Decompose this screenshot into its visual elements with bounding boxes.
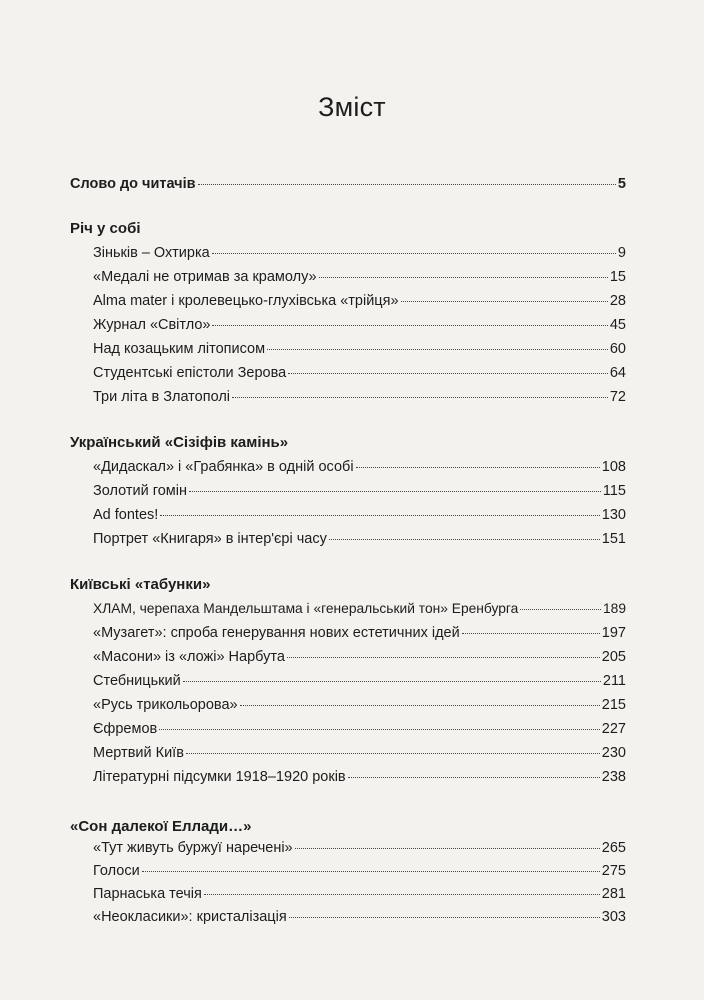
toc-entry-label: «Медалі не отримав за крамолу» <box>93 269 317 285</box>
toc-entry-label: Журнал «Світло» <box>93 317 211 333</box>
dot-leader <box>240 704 600 706</box>
dot-leader <box>348 776 600 778</box>
toc-entry[interactable] <box>93 388 626 406</box>
toc-entry-label: Єфремов <box>93 721 158 737</box>
toc-entry-label: Три літа в Златополі <box>93 389 231 405</box>
toc-entry-page: 15 <box>609 269 626 285</box>
toc-entry-page: 197 <box>601 625 626 641</box>
toc-entry[interactable] <box>93 648 626 666</box>
toc-entry-page: 115 <box>602 483 626 499</box>
toc-entry[interactable] <box>93 600 626 618</box>
toc-entry-page: 108 <box>601 459 626 475</box>
toc-entry-label: Голоси <box>93 863 140 879</box>
toc-entry[interactable] <box>93 908 626 926</box>
toc-entry[interactable] <box>93 744 626 762</box>
toc-entry-label: Студентські епістоли Зерова <box>93 365 287 381</box>
dot-leader <box>212 252 616 254</box>
toc-entry[interactable] <box>93 530 626 548</box>
toc-entry-page: 227 <box>601 721 626 737</box>
toc-entry-page: 130 <box>601 507 626 523</box>
dot-leader <box>319 276 608 278</box>
toc-entry[interactable] <box>93 862 626 880</box>
toc-entry-label: Слово до читачів <box>70 176 196 192</box>
toc-entry[interactable] <box>93 292 626 310</box>
toc-entry[interactable] <box>93 839 626 857</box>
toc-entry-page: 5 <box>617 176 626 192</box>
dot-leader <box>142 870 600 872</box>
toc-entry-page: 303 <box>601 909 626 925</box>
toc-entry-page: 230 <box>601 745 626 761</box>
toc-entry-label: «Русь трикольорова» <box>93 697 238 713</box>
dot-leader <box>160 514 600 516</box>
toc-entry-label: «Тут живуть буржуї наречені» <box>93 840 293 856</box>
toc-entry-page: 205 <box>601 649 626 665</box>
toc-entry[interactable] <box>93 720 626 738</box>
dot-leader <box>287 656 600 658</box>
dot-leader <box>232 396 608 398</box>
dot-leader <box>401 300 608 302</box>
toc-entry-page: 9 <box>617 245 626 261</box>
section-heading: Київські «табунки» <box>70 576 211 593</box>
dot-leader <box>462 632 600 634</box>
toc-entry[interactable] <box>93 268 626 286</box>
toc-entry-label: Літературні підсумки 1918–1920 років <box>93 769 346 785</box>
toc-entry-page: 265 <box>601 840 626 856</box>
section-heading: Річ у собі <box>70 220 141 237</box>
toc-entry-intro[interactable] <box>70 175 626 193</box>
dot-leader <box>204 893 600 895</box>
section-heading: «Сон далекої Еллади…» <box>70 818 252 835</box>
dot-leader <box>212 324 607 326</box>
toc-entry[interactable] <box>93 340 626 358</box>
toc-entry-label: «Дидаскал» і «Грабянка» в одній особі <box>93 459 354 475</box>
dot-leader <box>183 680 601 682</box>
toc-entry-page: 281 <box>601 886 626 902</box>
toc-entry[interactable] <box>93 696 626 714</box>
toc-entry-label: Ad fontes! <box>93 507 159 523</box>
toc-entry-label: «Неокласики»: кристалізація <box>93 909 287 925</box>
toc-entry-label: Портрет «Книгаря» в інтер'єрі часу <box>93 531 327 547</box>
section-heading: Український «Сізіфів камінь» <box>70 434 289 451</box>
toc-entry-label: «Масони» із «ложі» Нарбута <box>93 649 285 665</box>
toc-entry[interactable] <box>93 672 626 690</box>
toc-entry-page: 64 <box>609 365 626 381</box>
toc-entry-page: 28 <box>609 293 626 309</box>
toc-entry[interactable] <box>93 482 626 500</box>
toc-entry-label: Над козацьким літописом <box>93 341 266 357</box>
dot-leader <box>189 490 601 492</box>
dot-leader <box>356 466 600 468</box>
toc-entry-page: 72 <box>609 389 626 405</box>
toc-entry-label: «Музагет»: спроба генерування нових естетичних ідей <box>93 625 460 641</box>
toc-entry-label: Золотий гомін <box>93 483 187 499</box>
toc-entry-label: Alma mater і кролевецько-глухівська «трійця» <box>93 293 399 309</box>
toc-entry-page: 215 <box>601 697 626 713</box>
toc-entry-page: 151 <box>601 531 626 547</box>
dot-leader <box>159 728 600 730</box>
toc-entry-page: 60 <box>609 341 626 357</box>
dot-leader <box>198 183 616 185</box>
toc-entry-label: Зіньків – Охтирка <box>93 245 210 261</box>
toc-entry[interactable] <box>93 244 626 262</box>
dot-leader <box>289 916 600 918</box>
dot-leader <box>329 538 600 540</box>
dot-leader <box>267 348 608 350</box>
toc-entry-page: 45 <box>609 317 626 333</box>
toc-entry-label: Стебницький <box>93 673 181 689</box>
toc-entry[interactable] <box>93 506 626 524</box>
toc-entry-label: ХЛАМ, черепаха Мандельштама і «генеральський тон» Еренбурга <box>93 601 519 616</box>
toc-entry-page: 275 <box>601 863 626 879</box>
toc-entry[interactable] <box>93 458 626 476</box>
page-title: Зміст <box>318 92 386 122</box>
toc-entry-page: 189 <box>602 601 626 616</box>
toc-entry[interactable] <box>93 364 626 382</box>
toc-entry-label: Мертвий Київ <box>93 745 184 761</box>
toc-entry-page: 238 <box>601 769 626 785</box>
toc-entry[interactable] <box>93 316 626 334</box>
dot-leader <box>288 372 608 374</box>
dot-leader <box>186 752 600 754</box>
toc-entry[interactable] <box>93 624 626 642</box>
toc-entry-page: 211 <box>602 673 626 689</box>
toc-entry-label: Парнаська течія <box>93 886 202 902</box>
dot-leader <box>520 608 601 610</box>
toc-entry[interactable] <box>93 885 626 903</box>
toc-entry[interactable] <box>93 768 626 786</box>
dot-leader <box>295 847 600 849</box>
